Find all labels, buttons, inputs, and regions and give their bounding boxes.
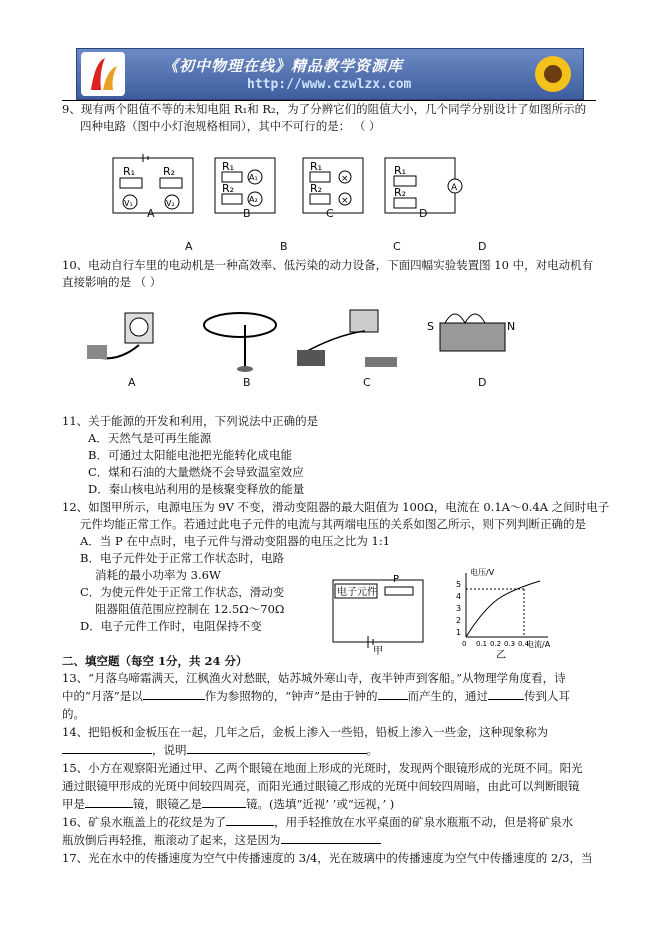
x-tick-0-2: 0.2 — [490, 640, 502, 648]
q9-option-b: B — [280, 240, 288, 253]
sunflower-icon — [529, 52, 577, 96]
x-axis-label: 电流/A — [526, 640, 551, 649]
q14-text-end: 。 — [366, 743, 378, 757]
q13-text-a: 中的“月落”是以 — [62, 689, 143, 703]
slider-p-label: P — [393, 574, 400, 585]
y-tick-3: 3 — [456, 604, 462, 613]
q13-blank-3[interactable] — [488, 699, 524, 700]
q12-circuit-jia — [323, 570, 433, 655]
q9-fig-label-a: A — [147, 207, 155, 220]
r1-label: R₁ — [394, 164, 407, 177]
y-tick-4: 4 — [456, 592, 462, 601]
y-axis-label: 电压/V — [470, 568, 495, 577]
q11-option-a: A．天然气是可再生能源 — [88, 431, 212, 445]
element-label: 电子元件 — [337, 587, 377, 598]
y-tick-2: 2 — [456, 616, 462, 625]
q13-text-d: 传到人耳 — [524, 689, 571, 703]
q13-text-b: 作为参照物的，“钟声”是由于钟的 — [204, 689, 378, 703]
header-url: http://www.czwlzx.com — [247, 77, 412, 92]
q10-apparatus-b — [200, 305, 280, 375]
q10-line1: 10、电动自行车里的电动机是一种高效率、低污染的动力设备，下面四幅实验装置图 10 中，对电动机有 — [62, 258, 594, 272]
q12-line1: 12、如图甲所示，电源电压为 9V 不变，滑动变阻器的最大阻值为 100Ω，电流在 0.1A～0.4A 之间时电子 — [62, 500, 610, 514]
q12-option-c2: 阻器阻值范围应控制在 12.5Ω～70Ω — [95, 602, 285, 616]
svg-text:×: × — [341, 174, 349, 184]
s-pole-label: S — [427, 320, 434, 333]
svg-text:×: × — [341, 196, 349, 206]
q10-fig-label-d: D — [478, 376, 487, 389]
r2-label: R₂ — [394, 186, 407, 199]
r1-label: R₁ — [222, 160, 235, 173]
q14-blank-1[interactable] — [62, 753, 152, 754]
q9-fig-label-b: B — [243, 207, 251, 220]
q17-line1: 17、光在水中的传播速度为空气中传播速度的 3/4，光在玻璃中的传播速度为空气中传播速度的 2/3，当 — [62, 851, 593, 865]
q13-blank-2[interactable] — [378, 699, 408, 700]
q12-option-b1: B．电子元件处于正常工作状态时，电路 — [80, 551, 284, 565]
q16-text-a: 16、矿泉水瓶盖上的花纹是为了 — [62, 815, 227, 829]
q14-text-a: ，说明 — [152, 743, 187, 757]
q13-blank-1[interactable] — [143, 699, 205, 700]
q9-option-d: D — [478, 240, 487, 253]
q11-option-b: B．可通过太阳能电池把光能转化成电能 — [88, 448, 292, 462]
q12-option-d: D．电子元件工作时，电阻保持不变 — [80, 619, 262, 633]
q16-text-c: 瓶放倒后再轻推，瓶滚动了起来，这是因为 — [62, 833, 281, 847]
q15-blank-1[interactable] — [85, 807, 133, 808]
q15-text-a: 甲是 — [62, 797, 85, 811]
q12-graph-yi — [448, 565, 558, 660]
q10-apparatus-a — [85, 305, 185, 375]
q10-apparatus-d — [425, 305, 525, 380]
q15-blank-2[interactable] — [202, 807, 246, 808]
q16-line1 — [62, 814, 573, 831]
v1-label: V₁ — [124, 199, 133, 208]
q11-option-c: C．煤和石油的大量燃烧不会导致温室效应 — [88, 465, 304, 479]
q9-line2: 四种电路（图中小灯泡规格相同），其中不可行的是： （ ） — [80, 119, 381, 133]
q15-text-c: 镜。(选填“近视’ ’或“远视，’ ) — [246, 797, 395, 811]
q10-fig-label-a: A — [128, 376, 136, 389]
x-tick-0-4: 0.4 — [518, 640, 530, 648]
logo — [81, 52, 125, 96]
y-tick-5: 5 — [456, 580, 462, 589]
r1-label: R₁ — [123, 165, 136, 178]
fig-jia-label: 甲 — [373, 646, 383, 655]
q10-fig-label-b: B — [243, 376, 251, 389]
q11-stem: 11、关于能源的开发和利用，下列说法中正确的是 — [62, 414, 319, 428]
q16-text-b: ，用手轻推放在水平桌面的矿泉水瓶瓶不动，但是将矿泉水 — [274, 815, 574, 829]
q9-fig-label-d: D — [419, 207, 428, 220]
header-banner — [76, 48, 584, 100]
q15-line3 — [62, 796, 394, 813]
x-tick-0: 0 — [462, 640, 467, 648]
q15-line2: 通过眼镜甲形成的光斑中间较四周亮，而阳光通过眼镜乙形成的光斑中间较四周暗，由此可以判断眼镜 — [62, 779, 580, 793]
a-label: A — [451, 183, 458, 193]
q16-blank-1[interactable] — [226, 825, 274, 826]
q9-option-c: C — [393, 240, 401, 253]
y-tick-1: 1 — [456, 628, 462, 637]
r2-label: R₂ — [310, 182, 323, 195]
v2-label: V₂ — [166, 199, 175, 208]
r2-label: R₂ — [222, 182, 235, 195]
q10-apparatus-c — [295, 305, 405, 375]
a1-label: A₁ — [249, 173, 258, 182]
q10-line2: 直接影响的是 （ ） — [62, 275, 162, 289]
q16-blank-2[interactable] — [281, 843, 381, 844]
q12-line2: 元件均能正常工作。若通过此电子元件的电流与其两端电压的关系如图乙所示，则下列判断正确的是 — [80, 517, 586, 531]
q14-line1: 14、把铅板和金板压在一起，几年之后，金板上渗入一些铅，铅板上渗入一些金，这种现象称为 — [62, 725, 549, 739]
q9-option-a: A — [185, 240, 193, 253]
q9-fig-label-c: C — [326, 207, 334, 220]
q16-line2 — [62, 832, 381, 849]
q15-line1: 15、小方在观察阳光通过甲、乙两个眼镜在地面上形成的光斑时，发现两个眼镜形成的光斑不同。阳光 — [62, 761, 583, 775]
q14-blank-2[interactable] — [187, 753, 367, 754]
r1-label: R₁ — [310, 160, 323, 173]
n-pole-label: N — [507, 320, 516, 333]
q13-line3: 的。 — [62, 707, 85, 721]
section2-title: 二、填空题（每空 1分，共 24 分） — [62, 654, 248, 668]
q9-line1: 9、现有两个阻值不等的未知电阻 R₁和 R₂，为了分辨它们的阻值大小，几个同学分别设计了如图所示的 — [62, 102, 587, 116]
r2-label: R₂ — [163, 165, 176, 178]
a2-label: A₂ — [249, 195, 258, 204]
q12-option-c1: C．为使元件处于正常工作状态，滑动变 — [80, 585, 285, 599]
x-tick-0-1: 0.1 — [476, 640, 488, 648]
fig-yi-label: 乙 — [496, 650, 506, 660]
q13-text-c: 而产生的，通过 — [407, 689, 489, 703]
header-title: 《初中物理在线》精品教学资源库 — [163, 57, 404, 75]
q15-text-b: 镜，眼镜乙是 — [133, 797, 202, 811]
q12-option-b2: 消耗的最小功率为 3.6W — [95, 568, 221, 582]
q11-option-d: D．秦山核电站利用的是核聚变释放的能量 — [88, 482, 305, 496]
q13-line1: 13、“月落乌啼霜满天，江枫渔火对愁眠，姑苏城外寒山寺，夜半钟声到客船。”从物理学角度看，诗 — [62, 671, 566, 685]
q13-line2 — [62, 688, 570, 705]
q12-option-a: A．当 P 在中点时，电子元件与滑动变阻器的电压之比为 1:1 — [80, 534, 391, 548]
q14-line2 — [62, 742, 378, 759]
q10-fig-label-c: C — [363, 376, 371, 389]
x-tick-0-3: 0.3 — [504, 640, 516, 648]
